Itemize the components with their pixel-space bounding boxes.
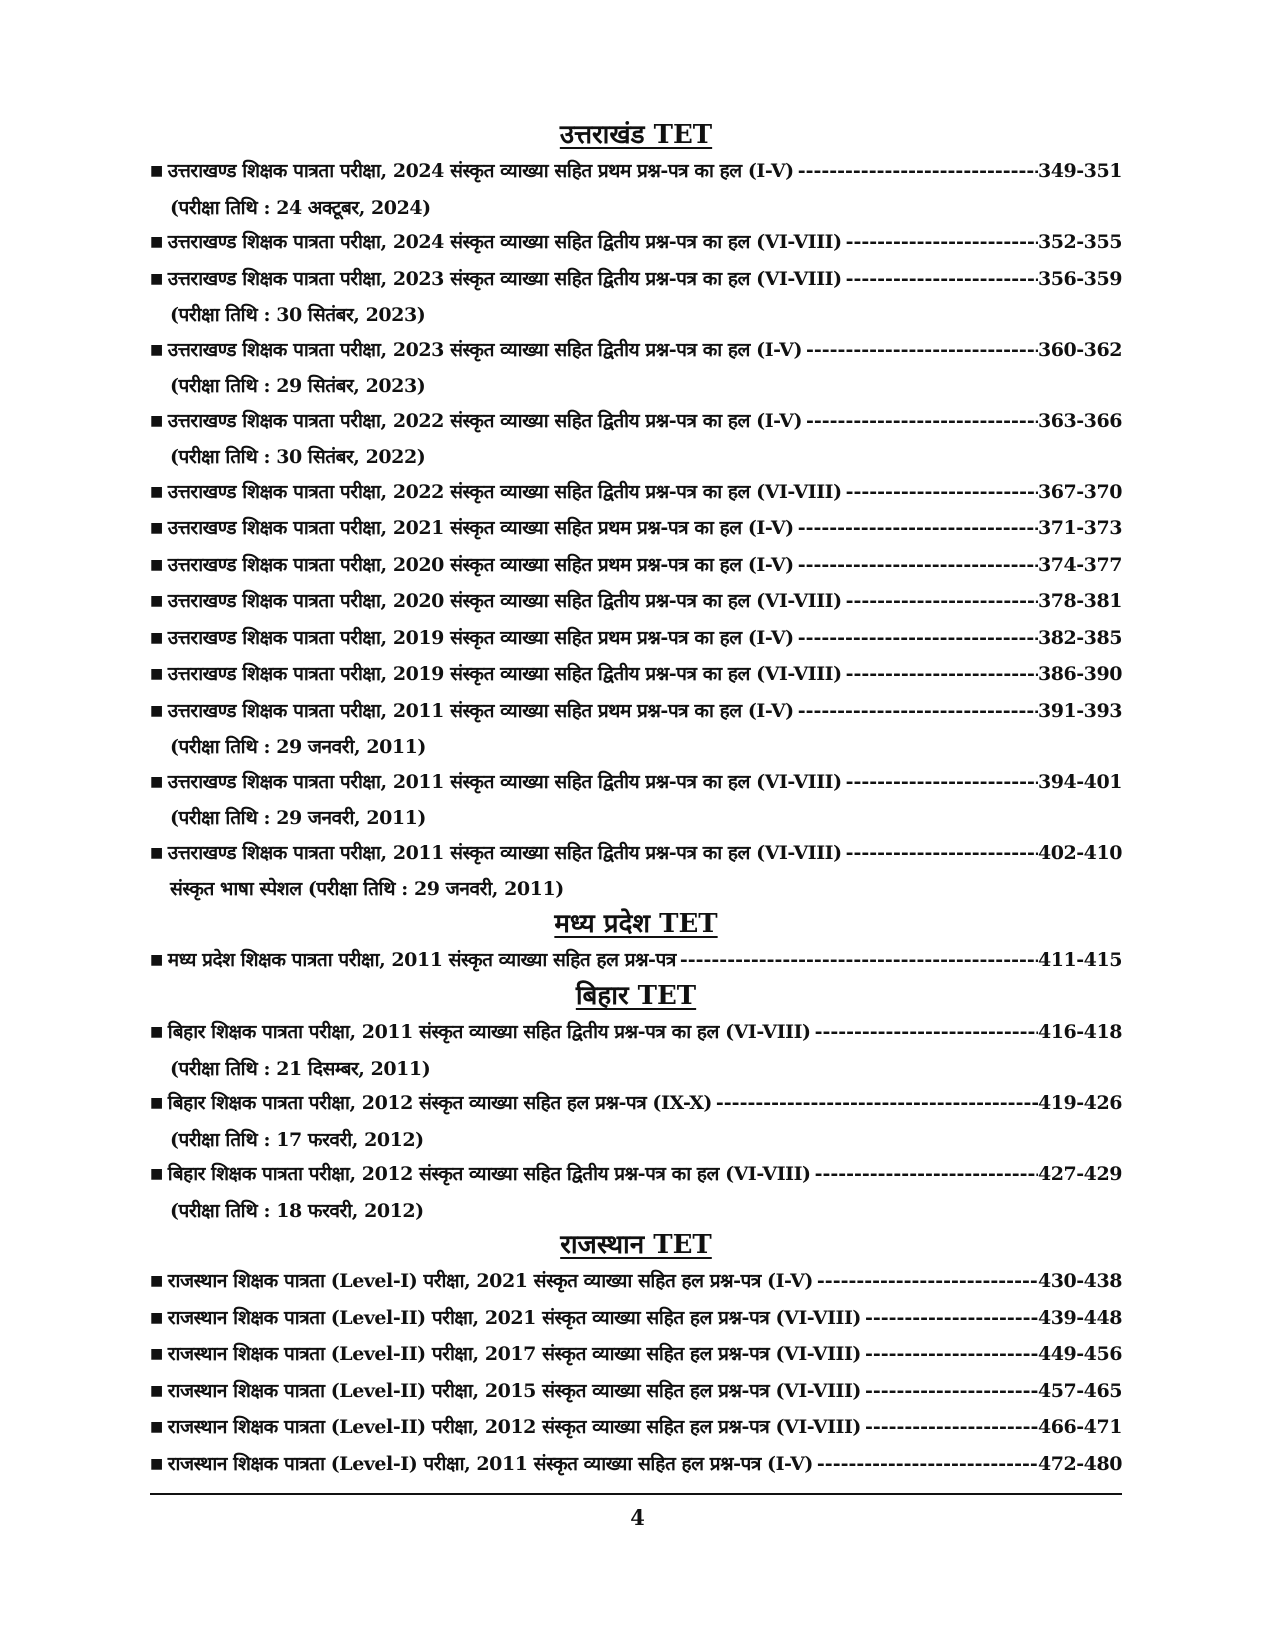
dot-leader [842, 475, 1038, 510]
entry-pages: 367-370 [1037, 480, 1122, 503]
square-bullet-icon: ■ [150, 1166, 163, 1182]
square-bullet-icon: ■ [150, 1382, 163, 1399]
dot-leader [712, 1086, 1038, 1121]
entry-pages: 378-381 [1037, 590, 1122, 612]
entry-title: उत्तराखण्ड शिक्षक पात्रता परीक्षा, 2022 संस्कृत व्याख्या सहित द्वितीय प्रश्न-पत्र का हल (VI-VIII) [167, 480, 842, 503]
entry-title: उत्तराखण्ड शिक्षक पात्रता परीक्षा, 2020 संस्कृत व्याख्या सहित प्रथम प्रश्न-पत्र का हल (I-V) [167, 553, 794, 576]
toc-entry[interactable] [150, 657, 1122, 694]
toc-entry[interactable] [150, 1337, 1122, 1374]
entry-pages: 356-359 [1037, 267, 1122, 290]
entry-title: राजस्थान शिक्षक पात्रता (Level-II) परीक्षा, 2017 संस्कृत व्याख्या सहित हल प्रश्न-पत्र (VI-VIII) [167, 1343, 861, 1365]
dot-leader [794, 511, 1038, 546]
dot-leader [794, 154, 1038, 189]
entry-exam-date: (परीक्षा तिथि : 30 सितंबर, 2023) [170, 304, 426, 326]
entry-exam-date: (परीक्षा तिथि : 29 जनवरी, 2011) [170, 736, 426, 758]
entry-pages: 411-415 [1037, 948, 1122, 971]
square-bullet-icon: ■ [150, 234, 163, 250]
entry-title: उत्तराखण्ड शिक्षक पात्रता परीक्षा, 2021 संस्कृत व्याख्या सहित प्रथम प्रश्न-पत्र का हल (I-V) [167, 517, 794, 539]
square-bullet-icon: ■ [150, 1419, 163, 1435]
entry-title: उत्तराखण्ड शिक्षक पात्रता परीक्षा, 2024 संस्कृत व्याख्या सहित द्वितीय प्रश्न-पत्र का हल (VI-VIII) [167, 231, 842, 253]
toc-entry[interactable] [150, 548, 1122, 585]
entry-title: राजस्थान शिक्षक पात्रता (Level-II) परीक्षा, 2015 संस्कृत व्याख्या सहित हल प्रश्न-पत्र (VI-VIII) [167, 1379, 861, 1402]
entry-title: उत्तराखण्ड शिक्षक पात्रता परीक्षा, 2011 संस्कृत व्याख्या सहित द्वितीय प्रश्न-पत्र का हल (VI-VIII) [167, 841, 842, 864]
dot-leader [842, 262, 1038, 297]
entry-title: उत्तराखण्ड शिक्षक पात्रता परीक्षा, 2023 संस्कृत व्याख्या सहित द्वितीय प्रश्न-पत्र का हल (I-V) [167, 338, 803, 361]
toc-entry[interactable] [150, 1374, 1122, 1411]
square-bullet-icon: ■ [150, 483, 163, 500]
square-bullet-icon: ■ [150, 1346, 163, 1362]
square-bullet-icon: ■ [150, 1309, 163, 1326]
square-bullet-icon: ■ [150, 1095, 163, 1111]
toc-entry[interactable] [150, 836, 1122, 907]
toc-entry[interactable] [150, 404, 1122, 475]
entry-pages: 439-448 [1037, 1306, 1122, 1329]
section-heading: मध्य प्रदेश TET [554, 908, 718, 939]
dot-leader [802, 333, 1038, 368]
square-bullet-icon: ■ [150, 593, 163, 609]
toc-entry[interactable] [150, 225, 1122, 262]
toc-entry[interactable] [150, 1410, 1122, 1447]
toc-entry[interactable] [150, 1015, 1122, 1086]
toc-entry[interactable] [150, 262, 1122, 333]
entry-pages: 416-418 [1037, 1021, 1122, 1043]
dot-leader [842, 836, 1038, 871]
square-bullet-icon: ■ [150, 773, 163, 790]
entry-pages: 402-410 [1037, 841, 1122, 864]
entry-title: उत्तराखण्ड शिक्षक पात्रता परीक्षा, 2019 संस्कृत व्याख्या सहित प्रथम प्रश्न-पत्र का हल (I-V) [167, 626, 794, 649]
entry-pages: 394-401 [1037, 770, 1122, 793]
entry-title: उत्तराखण्ड शिक्षक पात्रता परीक्षा, 2024 संस्कृत व्याख्या सहित प्रथम प्रश्न-पत्र का हल (I-V) [167, 160, 794, 182]
dot-leader [676, 943, 1038, 978]
square-bullet-icon: ■ [150, 520, 163, 536]
entry-pages: 363-366 [1037, 409, 1122, 432]
toc-entry[interactable] [150, 1447, 1122, 1484]
entry-pages: 449-456 [1037, 1343, 1122, 1365]
dot-leader [811, 1015, 1038, 1050]
entry-title: उत्तराखण्ड शिक्षक पात्रता परीक्षा, 2019 संस्कृत व्याख्या सहित द्वितीय प्रश्न-पत्र का हल (VI-VIII) [167, 663, 842, 685]
dot-leader [811, 1157, 1038, 1192]
dot-leader [861, 1337, 1038, 1372]
toc-entry[interactable] [150, 475, 1122, 512]
entry-pages: 386-390 [1037, 663, 1122, 685]
dot-leader [842, 225, 1038, 260]
toc-entry[interactable] [150, 333, 1122, 404]
entry-title: राजस्थान शिक्षक पात्रता (Level-I) परीक्षा, 2011 संस्कृत व्याख्या सहित हल प्रश्न-पत्र (I-V) [167, 1452, 813, 1475]
dot-leader [842, 584, 1038, 619]
section-heading: राजस्थान TET [560, 1230, 712, 1260]
square-bullet-icon: ■ [150, 666, 163, 682]
dot-leader [794, 548, 1038, 583]
entry-title: राजस्थान शिक्षक पात्रता (Level-I) परीक्षा, 2021 संस्कृत व्याख्या सहित हल प्रश्न-पत्र (I-V) [167, 1270, 813, 1292]
toc-entry[interactable] [150, 584, 1122, 621]
entry-exam-date: (परीक्षा तिथि : 21 दिसम्बर, 2011) [170, 1057, 431, 1080]
toc-entry[interactable] [150, 154, 1122, 225]
entry-title: बिहार शिक्षक पात्रता परीक्षा, 2012 संस्कृत व्याख्या सहित द्वितीय प्रश्न-पत्र का हल (VI-VIII) [167, 1163, 811, 1185]
entry-pages: 374-377 [1037, 553, 1122, 576]
section-uttarakhand [150, 118, 1122, 907]
section-rajasthan [150, 1228, 1122, 1483]
square-bullet-icon: ■ [150, 1273, 163, 1289]
entry-exam-date: (परीक्षा तिथि : 30 सितंबर, 2022) [170, 446, 426, 468]
entry-title: बिहार शिक्षक पात्रता परीक्षा, 2012 संस्कृत व्याख्या सहित हल प्रश्न-पत्र (IX-X) [167, 1092, 712, 1114]
entry-title: उत्तराखण्ड शिक्षक पात्रता परीक्षा, 2022 संस्कृत व्याख्या सहित द्वितीय प्रश्न-पत्र का हल (I-V) [167, 409, 803, 432]
square-bullet-icon: ■ [150, 556, 163, 573]
footer-divider [150, 1493, 1122, 1495]
entry-title: राजस्थान शिक्षक पात्रता (Level-II) परीक्षा, 2021 संस्कृत व्याख्या सहित हल प्रश्न-पत्र (VI-VIII) [167, 1306, 861, 1329]
square-bullet-icon: ■ [150, 163, 163, 179]
entry-pages: 466-471 [1037, 1416, 1122, 1438]
entry-exam-date: (परीक्षा तिथि : 17 फरवरी, 2012) [170, 1128, 424, 1151]
square-bullet-icon: ■ [150, 412, 163, 429]
entry-pages: 457-465 [1037, 1379, 1122, 1402]
entry-pages: 349-351 [1037, 160, 1122, 182]
dot-leader [842, 657, 1038, 692]
square-bullet-icon: ■ [150, 629, 163, 646]
square-bullet-icon: ■ [150, 702, 163, 719]
entry-title: उत्तराखण्ड शिक्षक पात्रता परीक्षा, 2011 संस्कृत व्याख्या सहित प्रथम प्रश्न-पत्र का हल (I-V) [167, 699, 794, 722]
entry-pages: 472-480 [1037, 1452, 1122, 1475]
page-number: 4 [630, 1505, 645, 1530]
entry-exam-date: (परीक्षा तिथि : 24 अक्टूबर, 2024) [170, 196, 431, 219]
square-bullet-icon: ■ [150, 1455, 163, 1472]
entry-title: उत्तराखण्ड शिक्षक पात्रता परीक्षा, 2023 संस्कृत व्याख्या सहित द्वितीय प्रश्न-पत्र का हल (VI-VIII) [167, 267, 842, 290]
entry-pages: 352-355 [1037, 231, 1122, 253]
square-bullet-icon: ■ [150, 844, 163, 861]
entry-title: राजस्थान शिक्षक पात्रता (Level-II) परीक्षा, 2012 संस्कृत व्याख्या सहित हल प्रश्न-पत्र (VI-VIII) [167, 1416, 861, 1438]
square-bullet-icon: ■ [150, 1024, 163, 1040]
entry-exam-date: (परीक्षा तिथि : 29 जनवरी, 2011) [170, 807, 426, 829]
toc-entry[interactable] [150, 943, 1122, 980]
entry-pages: 360-362 [1037, 338, 1122, 361]
dot-leader [861, 1374, 1038, 1409]
dot-leader [861, 1301, 1038, 1336]
entry-title: उत्तराखण्ड शिक्षक पात्रता परीक्षा, 2011 संस्कृत व्याख्या सहित द्वितीय प्रश्न-पत्र का हल (VI-VIII) [167, 770, 842, 793]
entry-pages: 419-426 [1037, 1092, 1122, 1114]
dot-leader [813, 1264, 1038, 1299]
section-madhya-pradesh [150, 907, 1122, 980]
toc-entry[interactable] [150, 1301, 1122, 1338]
section-heading: बिहार TET [575, 981, 697, 1011]
square-bullet-icon: ■ [150, 951, 163, 968]
toc-entry[interactable] [150, 765, 1122, 836]
dot-leader [794, 694, 1038, 729]
entry-title: उत्तराखण्ड शिक्षक पात्रता परीक्षा, 2020 संस्कृत व्याख्या सहित द्वितीय प्रश्न-पत्र का हल (VI-VIII) [167, 590, 842, 612]
toc-entry[interactable] [150, 1086, 1122, 1157]
toc-entry[interactable] [150, 694, 1122, 765]
toc-entry[interactable] [150, 621, 1122, 658]
entry-pages: 430-438 [1037, 1270, 1122, 1292]
toc-entry[interactable] [150, 511, 1122, 548]
dot-leader [802, 404, 1038, 439]
entry-pages: 371-373 [1037, 517, 1122, 539]
entry-title: बिहार शिक्षक पात्रता परीक्षा, 2011 संस्कृत व्याख्या सहित द्वितीय प्रश्न-पत्र का हल (VI-VIII) [167, 1021, 811, 1043]
toc-entry[interactable] [150, 1264, 1122, 1301]
section-bihar [150, 979, 1122, 1228]
toc-entry[interactable] [150, 1157, 1122, 1228]
dot-leader [861, 1410, 1038, 1445]
square-bullet-icon: ■ [150, 270, 163, 287]
entry-pages: 382-385 [1037, 626, 1122, 649]
entry-pages: 391-393 [1037, 699, 1122, 722]
dot-leader [842, 765, 1038, 800]
dot-leader [813, 1447, 1038, 1482]
square-bullet-icon: ■ [150, 341, 163, 358]
entry-pages: 427-429 [1037, 1163, 1122, 1185]
entry-title: मध्य प्रदेश शिक्षक पात्रता परीक्षा, 2011 संस्कृत व्याख्या सहित हल प्रश्न-पत्र [167, 948, 676, 971]
entry-exam-date: संस्कृत भाषा स्पेशल (परीक्षा तिथि : 29 जनवरी, 2011) [170, 878, 564, 900]
entry-exam-date: (परीक्षा तिथि : 29 सितंबर, 2023) [170, 375, 426, 397]
table-of-contents [150, 118, 1122, 1483]
section-heading: उत्तराखंड TET [559, 120, 713, 150]
entry-exam-date: (परीक्षा तिथि : 18 फरवरी, 2012) [170, 1199, 424, 1222]
dot-leader [794, 621, 1038, 656]
